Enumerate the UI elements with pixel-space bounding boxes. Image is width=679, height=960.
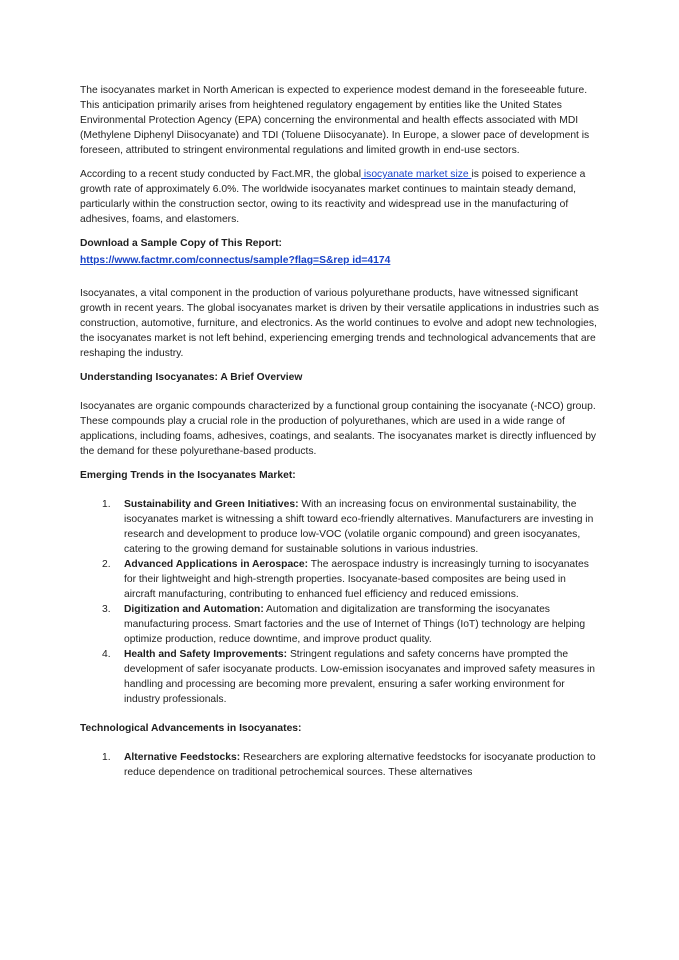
tech-advancements-list (80, 750, 600, 780)
list-item (80, 497, 600, 557)
paragraph-isocyanates-intro: Isocyanates, a vital component in the production of various polyurethane products, have witnessed significant growth in recent years. The global isocyanates market is driven by their versatile applications in industries such as construction, automotive, furniture, and electronics. As the world continues to evolve and adopt new technologies, the isocyanates market is not left behind, experiencing emerging trends and technological advancements that are reshaping the industry. (80, 288, 599, 359)
list-item-text: Automation and digitalization are transforming the isocyanates manufacturing process. Smart factories and the use of Internet of Things (IoT) technology are helping optimize production, reduce downtime, and improve product quality. (124, 604, 586, 645)
list-number: 2. (102, 559, 111, 570)
download-sample-heading: Download a Sample Copy of This Report: (80, 238, 282, 249)
list-item (80, 602, 600, 647)
sample-report-link[interactable]: https://www.factmr.com/connectus/sample?flag=S&rep id=4174 (80, 255, 391, 266)
isocyanate-market-size-link[interactable]: isocyanate market size (361, 169, 472, 180)
list-item (80, 647, 600, 707)
list-item-text: Stringent regulations and safety concerns have prompted the development of safer isocyanate products. Low-emission isocyanates and improved safety measures in handling and processing are becoming more prevalent, ensuring a safer working environment for industry professionals. (124, 649, 596, 705)
tech-advancements-heading: Technological Advancements in Isocyanates: (80, 723, 302, 734)
paragraph-market-growth-rest: is poised to experience a growth rate of approximately 6.0%. The worldwide isocyanates market continues to maintain steady demand, particularly within the construction sector, owing to its reactivity and widespread use in the manufacturing of adhesives, foams, and elastomers. (80, 169, 586, 225)
paragraph-north-america: The isocyanates market in North American is expected to experience modest demand in the foreseeable future. This anticipation primarily arises from heightened regulatory engagement by entities like the United States Environmental Protection Agency (EPA) concerning the environmental and health effects associated with MDI (Methylene Diphenyl Diisocyanate) and TDI (Toluene Diisocyanate). In Europe, a slower pace of development is foreseen, attributed to stringent environmental regulations and limited growth in end-use sectors. (80, 85, 590, 156)
list-item (80, 750, 600, 780)
list-number: 1. (102, 499, 111, 510)
emerging-trends-heading: Emerging Trends in the Isocyanates Market: (80, 470, 296, 481)
understanding-heading: Understanding Isocyanates: A Brief Overview (80, 372, 303, 383)
paragraph-market-growth-lead: According to a recent study conducted by Fact.MR, the global (80, 169, 362, 180)
list-item-title: Digitization and Automation: (124, 604, 264, 615)
list-item-title: Advanced Applications in Aerospace: (124, 559, 309, 570)
list-number: 1. (102, 752, 111, 763)
list-item-text: With an increasing focus on environmental sustainability, the isocyanates market is witnessing a shift toward eco-friendly alternatives. Manufacturers are investing in research and development to produce low-VOC (volatile organic compound) and green isocyanates, catering to the growing demand for sustainable solutions in various industries. (124, 499, 594, 555)
list-item-title: Health and Safety Improvements: (124, 649, 288, 660)
list-number: 4. (102, 649, 111, 660)
list-item-text: The aerospace industry is increasingly turning to isocyanates for their lightweight and high-strength properties. Isocyanate-based composites are being used in aircraft manufacturing, contributing to enhanced fuel efficiency and reduced emissions. (124, 559, 589, 600)
understanding-paragraph: Isocyanates are organic compounds characterized by a functional group containing the isocyanate (-NCO) group. These compounds play a crucial role in the production of polyurethanes, which are used in a wide range of applications, including foams, adhesives, coatings, and sealants. The isocyanates market is directly influenced by the demand for these polyurethane-based products. (80, 401, 597, 457)
list-item (80, 557, 600, 602)
list-item-title: Alternative Feedstocks: (124, 752, 241, 763)
emerging-trends-list (80, 497, 600, 707)
list-item-title: Sustainability and Green Initiatives: (124, 499, 299, 510)
paragraph-market-growth (80, 167, 600, 227)
document-body (80, 83, 600, 790)
list-item-text: Researchers are exploring alternative feedstocks for isocyanate production to reduce dependence on traditional petrochemical sources. These alternatives (124, 752, 596, 778)
list-number: 3. (102, 604, 111, 615)
